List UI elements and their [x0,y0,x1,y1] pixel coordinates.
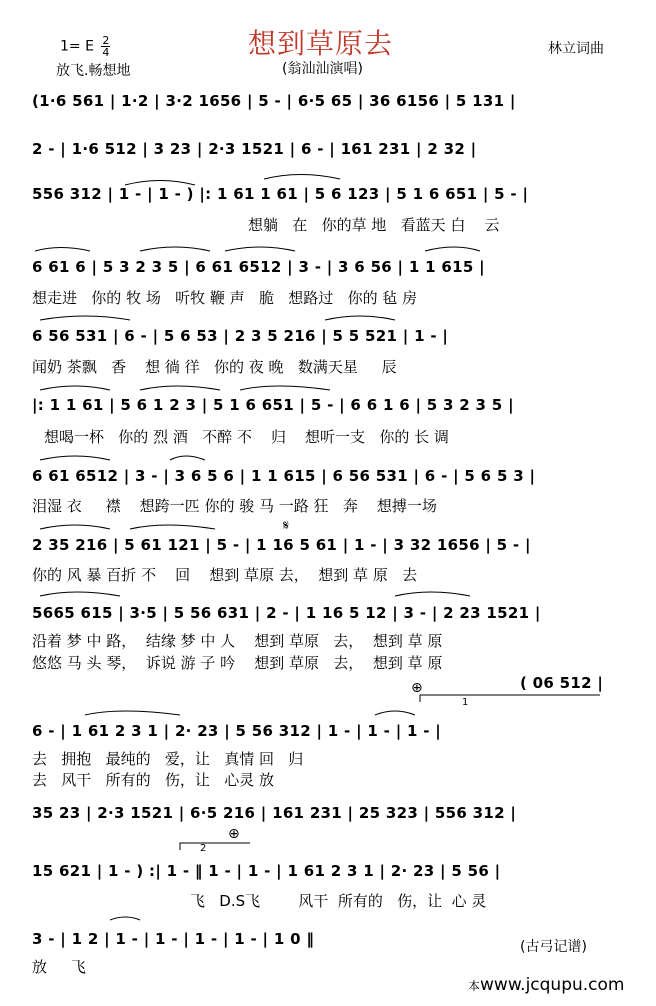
score-line-11-notes: 35 23 | 2·3 1521 | 6·5 216 | 161 231 | 25 323 | 556 312 | [32,804,517,822]
meter-bottom: 4 [102,46,110,59]
score-line-7-notes: 6 61 6512 | 3 - | 3 6 5 6 | 1 1 615 | 6 56 531 | 6 - | 5 6 5 3 | [32,467,536,485]
score-line-6-lyrics: 想喝一杯 你的 烈 酒 不醉 不 归 想听一支 你的 长 调 [44,428,449,446]
watermark-url: www.jcqupu.com [480,975,625,995]
site-watermark [468,975,624,995]
score-line-8-notes: 2 35 216 | 5 61 121 | 5 - | 1 16 5 61 | 1 - | 3 32 1656 | 5 - | [32,536,531,554]
time-signature [101,35,110,58]
score-line-13-lyrics: 放 飞 [32,958,86,976]
score-line-10-notes: 6 - | 1 61 2 3 1 | 2· 23 | 5 56 312 | 1 - | 1 - | 1 - | [32,722,442,740]
volta-2-label: 2 [200,843,207,854]
transcriber-credit: (古弓记谱) [520,939,587,955]
key-signature [60,35,110,58]
score-line-4-lyrics: 想走进 你的 牧 场 听牧 鞭 声 脆 想路过 你的 毡 房 [32,289,418,307]
score-line-4-notes: 6 61 6 | 5 3 2 3 5 | 6 61 6512 | 3 - | 3 6 56 | 1 1 615 | [32,258,485,276]
score-line-10-lyrics-verse-2: 去 风干 所有的 伤，让 心灵 放 [32,771,274,789]
score-line-3-lyrics: 想躺 在 你的草 地 看蓝天 白 云 [248,216,500,234]
song-title: 想到草原去 [248,27,394,60]
score-line-12-lyrics: 飞 D.S飞 风干 所有的 伤，让 心 灵 [190,892,487,910]
score-line-6-notes: |: 1 1 61 | 5 6 1 2 3 | 5 1 6 651 | 5 - | 6 6 1 6 | 5 3 2 3 5 | [32,396,514,414]
volta-1-label: 1 [462,697,469,708]
score-line-9-notes: 5665 615 | 3·5 | 5 56 631 | 2 - | 1 16 5 12 | 3 - | 2 23 1521 | [32,604,541,622]
score-line-1-notes: (1·6 561 | 1·2 | 3·2 1656 | 5 - | 6·5 65 | 36 6156 | 5 131 | [32,92,516,110]
score-line-7-lyrics: 泪湿 衣 襟 想跨一匹 你的 骏 马 一路 狂 奔 想搏一场 [32,497,437,515]
coda-mark: ⊕ [411,680,423,696]
segno-mark: 𝄋 [283,518,290,534]
tempo-marking: 放飞.畅想地 [56,63,131,79]
score-line-5-lyrics: 闻奶 茶飘 香 想 徜 徉 你的 夜 晚 数满天星 辰 [32,358,397,376]
score-line-3-notes: 556 312 | 1 - | 1 - ) |: 1 61 1 61 | 5 6 123 | 5 1 6 651 | 5 - | [32,185,529,203]
score-line-12-notes: 15 621 | 1 - ) :| 1 - ‖ 1 - | 1 - | 1 61 2 3 1 | 2· 23 | 5 56 | [32,862,501,880]
score-line-10-lyrics-verse-1: 去 拥抱 最纯的 爱，让 真情 回 归 [32,750,304,768]
score-line-13-notes: 3 - | 1 2 | 1 - | 1 - | 1 - | 1 - | 1 0 ‖ [32,930,315,948]
score-line-9-lyrics-verse-1: 沿着 梦 中 路， 结缘 梦 中 人 想到 草原 去， 想到 草 原 [32,632,443,650]
coda-intro-notes: ( 06 512 | [520,674,604,692]
watermark-prefix: 本 [468,979,481,993]
score-line-5-notes: 6 56 531 | 6 - | 5 6 53 | 2 3 5 216 | 5 5 521 | 1 - | [32,327,449,345]
coda-mark-2: ⊕ [228,826,240,842]
key-label: 1= E [60,38,94,55]
composer-credit: 林立词曲 [548,41,604,57]
performer-note: (翁汕汕演唱) [282,61,363,77]
meter-top: 2 [102,34,110,47]
score-line-9-lyrics-verse-2: 悠悠 马 头 琴， 诉说 游 子 吟 想到 草原 去， 想到 草 原 [32,654,443,672]
score-line-8-lyrics: 你的 风 暴 百折 不 回 想到 草原 去， 想到 草 原 去 [32,566,418,584]
score-line-2-notes: 2 - | 1·6 512 | 3 23 | 2·3 1521 | 6 - | 161 231 | 2 32 | [32,140,477,158]
